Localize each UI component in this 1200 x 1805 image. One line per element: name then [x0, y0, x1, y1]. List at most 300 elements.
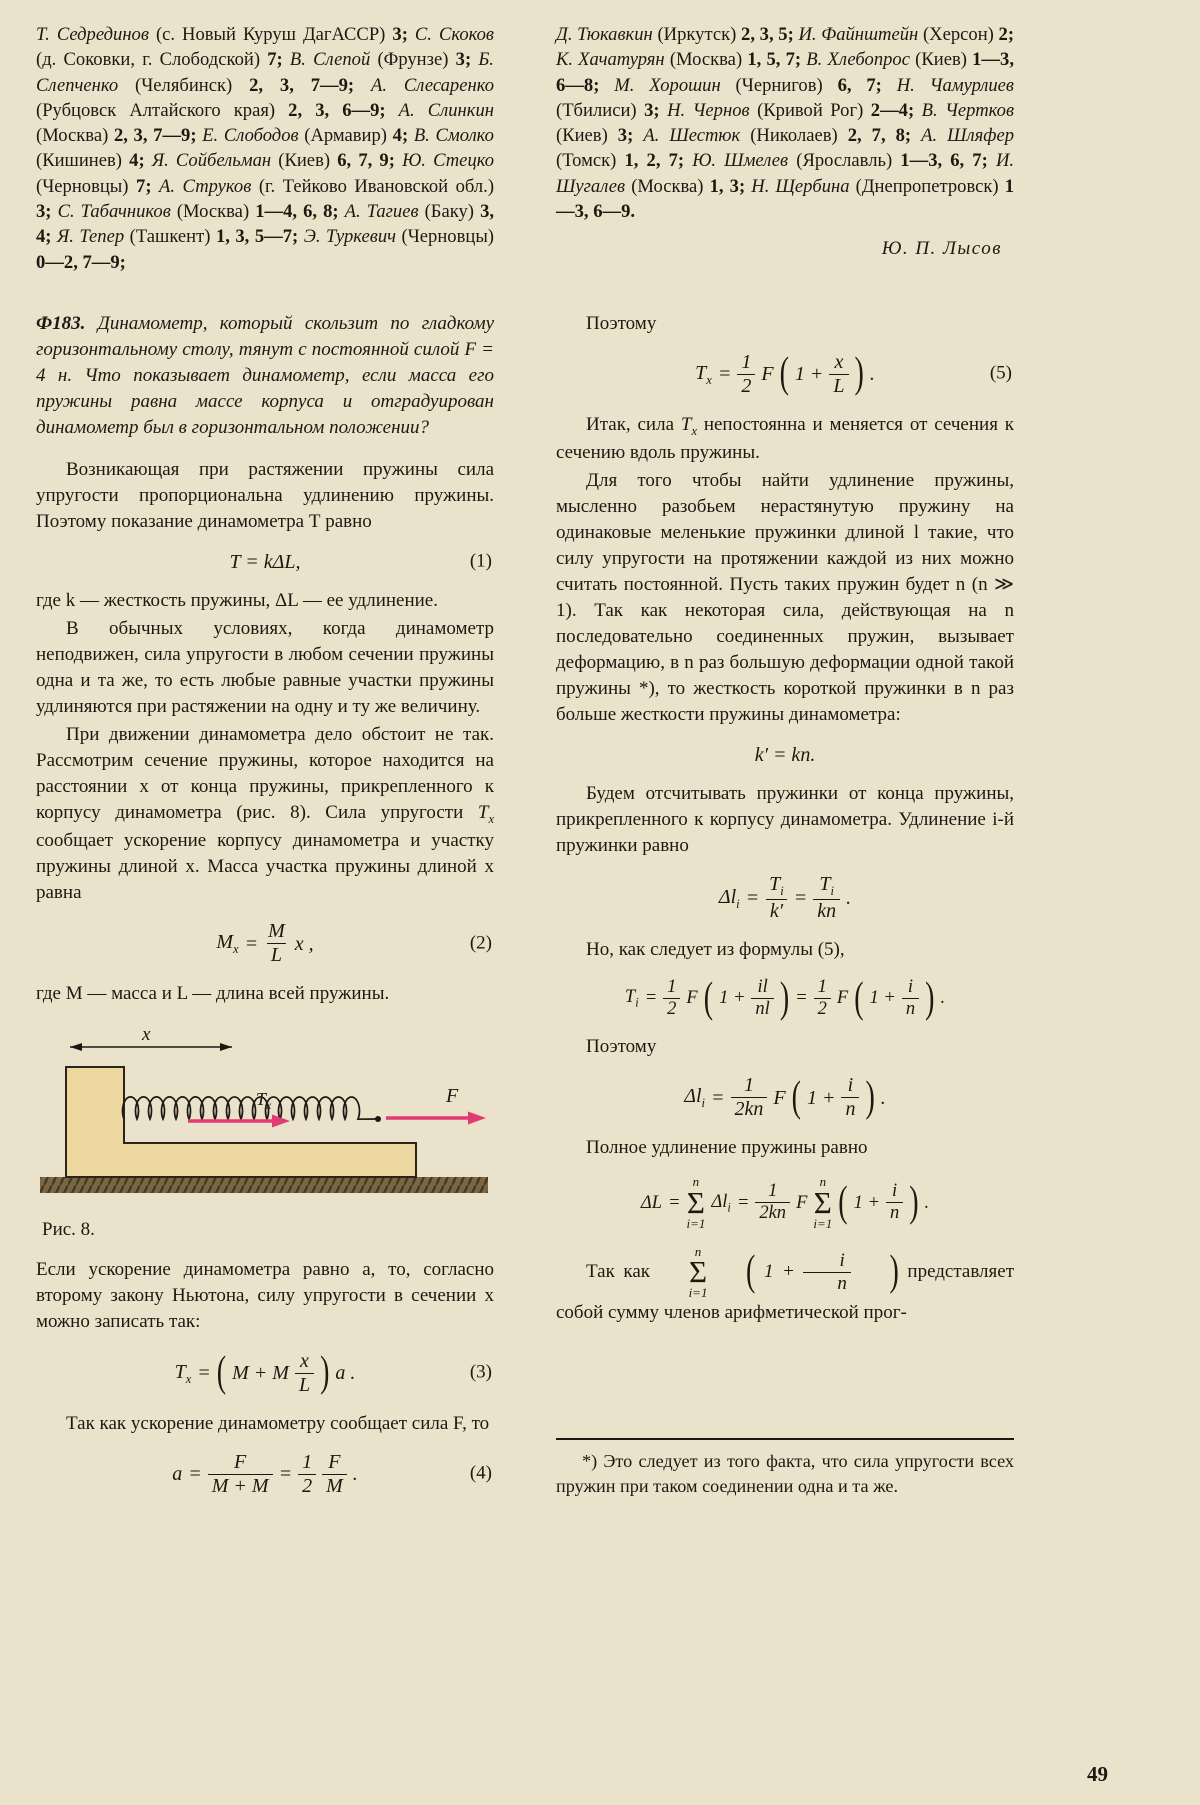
math-subscript: i [780, 884, 784, 899]
numerator: i [839, 1249, 845, 1271]
names-right [556, 22, 1014, 224]
math-variable: F [836, 988, 849, 1009]
math-variable: a [172, 1463, 183, 1486]
math-subscript: i [701, 1096, 705, 1111]
numerator: i [907, 976, 914, 997]
numerator: F [328, 1450, 341, 1473]
person-name: Я. Сойбельман [151, 150, 272, 172]
problem-numbers: 4; [392, 125, 409, 147]
math-variable: F [796, 1192, 808, 1213]
person-location: (Баку) [424, 200, 474, 222]
names-entry [667, 100, 914, 121]
close-paren: ) [854, 349, 864, 398]
paragraph: Так как ускорение динамометру сообщает сила F, то [66, 1412, 490, 1434]
summation [813, 1175, 832, 1230]
math-variable [695, 361, 712, 388]
fraction [829, 351, 848, 398]
problem-numbers: 1—3, 6—9. [556, 175, 1014, 222]
formula [624, 973, 946, 1022]
math-variable: T [680, 413, 692, 435]
sum-upper-limit: n [694, 1243, 702, 1259]
person-name: В. Чертков [921, 99, 1015, 121]
denominator: nl [751, 998, 773, 1020]
fraction [902, 977, 919, 1021]
person-name: В. Хлебопрос [806, 49, 910, 71]
equals-sign: = [197, 1362, 211, 1384]
math-subscript: x [706, 372, 712, 387]
math-base: Δl [684, 1085, 702, 1108]
spring-end-point [375, 1116, 381, 1122]
fraction [295, 1350, 314, 1397]
denominator: L [267, 943, 286, 967]
math-variable: F [773, 1086, 786, 1109]
numerator: F [234, 1450, 247, 1473]
person-name: А. Тагиев [344, 200, 419, 222]
equals-sign: = [244, 932, 259, 955]
open-paren: ( [838, 1178, 848, 1227]
problem-numbers: 3, 4; [36, 200, 495, 248]
equation-total-elongation [556, 1175, 1014, 1230]
problem-numbers: 2, 3, 7—9; [113, 125, 197, 147]
problem-numbers: 3; [455, 49, 472, 71]
page-content [36, 22, 1014, 1512]
math-base: Δl [711, 1191, 728, 1212]
summation [686, 1175, 705, 1230]
numerator: i [847, 1074, 854, 1097]
person-name: А. Шляфер [921, 125, 1015, 147]
right-column [556, 311, 1014, 1512]
ground-hatch [40, 1177, 488, 1193]
problem-numbers: 3; [617, 125, 634, 147]
person-name: Е. Слободов [202, 125, 299, 147]
math-variable: F [686, 988, 698, 1009]
equals-sign: = [736, 1192, 750, 1213]
fraction [731, 1074, 768, 1121]
math-term: . [352, 1463, 358, 1486]
names-entry [556, 24, 794, 45]
problem-numbers: 0—2, 7—9; [36, 251, 126, 273]
person-location: (Киев) [556, 125, 608, 147]
math-term: x , [294, 932, 314, 955]
x-label: x [142, 1025, 151, 1046]
math-variable [711, 1191, 730, 1216]
footnote-rule [556, 1438, 1014, 1440]
close-paren: ) [909, 1178, 919, 1227]
sum-lower-limit: i=1 [686, 1215, 706, 1231]
problem-numbers: 1—3, 6, 7; [900, 150, 988, 172]
denominator: 2 [663, 998, 680, 1020]
problem-numbers: 2, 3, 7—9; [249, 74, 355, 96]
page-number: 49 [1087, 1762, 1108, 1786]
text-run: Итак, сила [586, 413, 681, 435]
close-paren: ) [865, 1073, 875, 1122]
force-label: F [446, 1085, 459, 1108]
equation-number: (3) [469, 1361, 492, 1383]
problem-numbers: 1—3, 6—8; [556, 49, 1014, 96]
names-section [36, 22, 1014, 275]
denominator: M + M [208, 1474, 273, 1498]
names-entry [643, 125, 911, 146]
fraction [755, 1181, 790, 1225]
open-paren: ( [703, 973, 714, 1022]
text-run: Так как [586, 1260, 650, 1282]
names-entry [57, 226, 298, 247]
sum-upper-limit: n [819, 1174, 827, 1190]
person-name: К. Хачатурян [556, 49, 665, 71]
names-entry [58, 201, 339, 222]
close-paren: ) [779, 973, 790, 1022]
problem-numbers: 1, 2, 7; [624, 150, 685, 172]
math-variable: ΔL [640, 1192, 662, 1213]
person-location: (Томск) [556, 150, 617, 172]
problem-numbers: 1, 3, 5—7; [215, 226, 299, 248]
sigma-icon: Σ [813, 1184, 832, 1220]
math-term: M + M [232, 1362, 289, 1384]
paragraph: Если ускорение динамометра равно a, то, согласно второму закону Ньютона, силу упругости в сечении x можно записать так: [36, 1259, 494, 1333]
numerator: 1 [768, 1181, 778, 1202]
paragraph: Поэтому [586, 1036, 657, 1058]
problem-numbers: 3; [36, 200, 52, 222]
math-base: T [695, 361, 707, 384]
text-run: непостоянна и меняется от сечения к сечению вдоль пружины. [556, 413, 1014, 463]
person-name: Ю. Шмелев [692, 150, 789, 172]
solution-section [36, 311, 1014, 1512]
person-location: (Москва) [176, 200, 250, 222]
problem-statement [36, 311, 494, 441]
problem-numbers: 3; [392, 24, 408, 45]
spring [123, 1097, 376, 1119]
denominator: 2 [814, 998, 831, 1020]
paragraph: Поэтому [586, 312, 657, 334]
equation-1 [36, 549, 494, 574]
problem-numbers: 2, 7, 8; [847, 125, 912, 147]
person-name: Б. Слепченко [36, 49, 494, 96]
paragraph: Для того чтобы найти удлинение пружины, мысленно разобьем нерастянутую пружину на одинаковые меленькие пружинки длиной l такие, что силу упругости на протяжении каждой из них можно считать постоянной. Пусть таких пружин будет n (n ≫ 1). Так как некоторая сила, действующая на n последовательно соединенных пружин, вызывает деформацию, в n раз большую деформации одной такой пружины *), то жесткость короткой пружинки в n раз больше жесткости пружины динамометра: [556, 469, 1014, 725]
math-subscript: i [635, 995, 639, 1010]
math-base: M [216, 931, 234, 954]
names-entry [614, 75, 882, 96]
person-location: (Киев) [278, 150, 331, 172]
math-variable [684, 1084, 705, 1111]
math-base: T [819, 873, 831, 896]
equation-k-prime [556, 742, 1014, 767]
denominator: kn [813, 899, 840, 923]
person-location: (Фрунзе) [377, 49, 449, 71]
sigma-icon: Σ [686, 1184, 705, 1220]
person-name: А. Слинкин [398, 99, 494, 121]
math-term: . [869, 363, 875, 386]
formula [719, 873, 851, 922]
names-entry [692, 150, 988, 171]
open-paren: ( [216, 1348, 227, 1397]
math-term: 1 + [794, 363, 824, 386]
math-term: . [940, 988, 946, 1009]
person-name: Н. Чамурлиев [896, 74, 1014, 96]
formula [175, 1350, 356, 1397]
footnote [556, 1438, 1014, 1499]
force-arrowhead [468, 1112, 486, 1125]
numerator: il [757, 976, 768, 997]
names-entry [202, 125, 408, 146]
problem-numbers: 2, 3, 6—9; [288, 99, 386, 121]
paragraph: Полное удлинение пружины равно [586, 1137, 868, 1159]
fraction [298, 1451, 316, 1498]
names-entry [152, 150, 395, 171]
equation-Ti [556, 973, 1014, 1022]
denominator: 2kn [755, 1202, 790, 1224]
math-subscript: i [727, 1200, 731, 1215]
left-column [36, 311, 494, 1512]
person-name: В. Смолко [413, 125, 494, 147]
equals-sign: = [795, 988, 808, 1009]
person-name: Э. Туркевич [303, 226, 396, 248]
numerator: 1 [302, 1450, 313, 1473]
numerator: M [268, 920, 285, 943]
problem-numbers: 2, 3, 5; [741, 24, 794, 45]
fraction [765, 873, 788, 922]
paragraph: Но, как следует из формулы (5), [586, 938, 845, 960]
fraction [322, 1451, 347, 1498]
paragraph [556, 412, 1014, 466]
close-paren: ) [925, 973, 935, 1022]
problem-numbers: 1, 5, 7; [747, 49, 802, 71]
figure-caption: Рис. 8. [42, 1219, 95, 1241]
equation-number: (4) [469, 1462, 492, 1484]
formula [172, 1451, 358, 1498]
problem-numbers: 1, 3; [709, 175, 746, 197]
person-location: (Черновцы) [401, 226, 495, 248]
equation-2 [36, 920, 494, 967]
paragraph: В обычных условиях, когда динамометр неподвижен, сила упругости в любом сечении пружины одна и та же, то есть любые равные участки пружины удлиняются при растяжении на одну и ту же величину. [36, 618, 494, 718]
names-entry [798, 24, 1014, 45]
person-name: Д. Тюкавкин [556, 24, 653, 45]
names-entry [556, 49, 801, 70]
math-subscript: x [185, 1371, 192, 1386]
person-name: В. Слепой [289, 49, 371, 71]
paragraph: Возникающая при растяжении пружины сила упругости пропорциональна удлинению пружины. Поэтому показание динамометра Т равно [36, 458, 494, 532]
formula [684, 1074, 886, 1121]
text-run: При движении динамометра дело обстоит не так. Рассмотрим сечение пружины, которое находится на расстоянии x от конца пружины, прикрепленного к корпусу динамометра (рис. 8). Сила упругости [36, 724, 494, 824]
math-variable: T [477, 802, 489, 824]
denominator: n [803, 1272, 851, 1295]
numerator: 1 [741, 350, 752, 373]
figure-8-drawing [36, 1025, 492, 1210]
fraction [264, 920, 289, 967]
person-name: Я. Тепер [57, 226, 125, 248]
numerator: 1 [667, 976, 677, 997]
footnote-marker: *) [582, 1450, 598, 1471]
person-location: (Киев) [915, 49, 967, 71]
denominator: n [902, 998, 919, 1020]
problem-numbers: 3; [644, 99, 660, 121]
names-entry [36, 24, 408, 45]
math-variable [719, 885, 740, 912]
math-term: 1 + [853, 1192, 880, 1213]
math-subscript: x [691, 423, 697, 438]
person-location: (Кривой Рог) [757, 99, 864, 121]
fraction [813, 873, 840, 922]
person-name: Ю. Стецко [402, 150, 495, 172]
names-right-wrap [556, 22, 1014, 275]
fraction [208, 1451, 273, 1498]
denominator: 2kn [731, 1097, 768, 1121]
paragraph [36, 722, 494, 906]
math-base: T [769, 873, 781, 896]
author-signature: Ю. П. Лысов [881, 238, 1002, 260]
person-name: М. Хорошин [614, 74, 721, 96]
math-base: T [174, 1360, 186, 1383]
paragraph: Будем отсчитывать пружинки от конца пружины, прикрепленного к корпусу динамометра. Удлинение i-й пружинки равно [556, 783, 1014, 857]
math-subscript: x [233, 942, 239, 957]
person-name: С. Скоков [414, 24, 495, 45]
denominator: M [322, 1474, 347, 1498]
denominator: L [295, 1373, 314, 1397]
math-term: 1 + [719, 988, 746, 1009]
person-location: (Москва) [36, 125, 109, 147]
formula [230, 550, 301, 574]
person-location: (Тбилиси) [556, 99, 637, 121]
person-location: (Челябинск) [135, 74, 233, 96]
person-location: (Москва) [669, 49, 743, 71]
numerator [815, 873, 838, 898]
denominator: 2 [298, 1474, 316, 1498]
denominator: L [829, 374, 848, 398]
fraction [663, 977, 680, 1021]
math-term: . [880, 1086, 886, 1109]
math-term: 1 + [763, 1260, 795, 1282]
math-variable [216, 930, 238, 957]
fraction [841, 1074, 859, 1121]
equation-4 [36, 1451, 494, 1498]
person-name: Н. Чернов [667, 99, 750, 121]
sigma-icon: Σ [688, 1254, 708, 1290]
sum-lower-limit: i=1 [813, 1215, 833, 1231]
person-location: (Рубцовск Алтайского края) [36, 99, 276, 121]
formula [216, 920, 313, 967]
equals-sign: = [793, 887, 808, 910]
equation-number: (1) [469, 550, 492, 572]
problem-numbers: 6, 7; [837, 74, 882, 96]
formula-body: T = kΔL, [229, 551, 301, 574]
formula-body: k′ = kn. [754, 744, 816, 767]
equals-sign: = [278, 1463, 293, 1486]
person-name: И. Файнштейн [798, 24, 919, 45]
equation-delta-li-2 [556, 1074, 1014, 1121]
fraction [814, 977, 831, 1021]
sum-upper-limit: n [692, 1174, 700, 1190]
summation [659, 1245, 708, 1300]
math-base: T [624, 987, 636, 1008]
problem-numbers: 6, 7, 9; [337, 150, 395, 172]
equals-sign: = [711, 1086, 725, 1109]
person-location: (Москва) [631, 175, 704, 197]
problem-numbers: 2; [998, 24, 1015, 45]
equals-sign: = [188, 1463, 202, 1486]
equation-3 [36, 1350, 494, 1397]
denominator: k′ [766, 899, 787, 923]
numerator: x [300, 1349, 309, 1372]
person-location: (Кишинев) [36, 150, 122, 172]
equation-delta-li [556, 873, 1014, 922]
math-base: Δl [718, 885, 737, 908]
problem-id: Ф183. [36, 312, 86, 334]
problem-numbers: 7; [136, 175, 152, 197]
math-subscript: i [830, 884, 834, 899]
equation-number: (2) [469, 932, 492, 954]
person-name: Т. Седрединов [36, 24, 149, 45]
person-location: (Армавир) [304, 125, 387, 147]
fraction [751, 977, 773, 1021]
math-subscript: i [736, 896, 740, 911]
person-location: (Черновцы) [36, 175, 129, 197]
person-name: С. Табачников [57, 200, 171, 222]
numerator [765, 873, 788, 898]
equals-sign: = [668, 1192, 681, 1213]
person-location: (Чернигов) [735, 74, 823, 96]
open-paren: ( [746, 1247, 756, 1296]
equation-number: (5) [989, 362, 1012, 384]
person-location: (с. Новый Куруш ДагАССР) [155, 24, 386, 45]
math-term: 1 + [806, 1086, 836, 1109]
formula [641, 1175, 929, 1230]
person-name: А. Струков [159, 175, 252, 197]
fraction [737, 351, 755, 398]
person-location: (Иркутск) [657, 24, 737, 45]
problem-numbers: 7; [267, 49, 283, 71]
fraction [803, 1250, 851, 1295]
footnote-text [556, 1449, 1014, 1499]
formula [755, 743, 816, 767]
denominator: n [841, 1097, 859, 1121]
sum-lower-limit: i=1 [688, 1285, 708, 1301]
person-location: (Днепропетровск) [855, 175, 999, 197]
math-term: 1 + [869, 988, 896, 1009]
text-run: представляет собой сумму членов арифметической прог- [556, 1260, 1015, 1323]
person-location: (г. Тейково Ивановской обл.) [258, 175, 495, 197]
person-name: И. Шугалев [556, 150, 1015, 197]
names-entry [290, 49, 471, 70]
person-location: (Ярославль) [796, 150, 893, 172]
numerator: x [834, 350, 844, 373]
problem-numbers: 1—4, 6, 8; [255, 200, 339, 222]
denominator: 2 [737, 374, 755, 398]
person-name: Н. Щербина [751, 175, 850, 197]
math-term: . [924, 1192, 930, 1213]
close-paren: ) [889, 1247, 899, 1296]
math-term: a . [335, 1362, 356, 1384]
formula [695, 351, 875, 398]
text-run: сообщает ускорение корпусу динамометра и участку пружины длиной x. Масса участка пружины длиной x равна [36, 830, 494, 904]
problem-numbers: 4; [129, 150, 145, 172]
numerator: 1 [743, 1074, 754, 1097]
equals-sign: = [644, 988, 658, 1009]
problem-text: Динамометр, который скользит по гладкому горизонтальному столу, тянут с постоянной силой F = 4 н. Что показывает динамометр, если масса его пружины равна массе корпуса и отградуирован динамометр был в горизонтальном положении? [36, 312, 495, 438]
problem-numbers: 2—4; [870, 99, 915, 121]
person-location: (Ташкент) [129, 226, 211, 248]
math-variable: F [761, 363, 774, 386]
fraction [886, 1181, 903, 1225]
open-paren: ( [854, 973, 864, 1022]
person-name: А. Слесаренко [371, 74, 494, 96]
tension-label: $T_x$ [256, 1089, 272, 1113]
open-paren: ( [779, 349, 789, 398]
text-run: Это следует из того факта, что сила упругости всех пружин при таком соединении одна и та же. [556, 1450, 1015, 1496]
math-variable [175, 1360, 192, 1387]
equals-sign: = [717, 363, 732, 386]
paragraph-with-inline-sum [556, 1245, 1014, 1326]
paragraph: где k — жесткость пружины, ΔL — ее удлинение. [36, 590, 438, 612]
equation-5 [556, 351, 1014, 398]
